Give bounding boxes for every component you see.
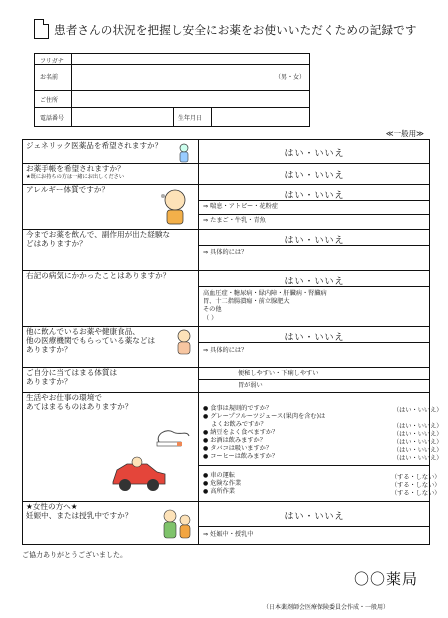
birthday-label: 生年月日 (178, 115, 203, 122)
disease-line-3: その他 (203, 306, 222, 313)
name-label: お名前 (40, 74, 59, 81)
lifestyle-answer-5[interactable]: （はい・いいえ） (393, 447, 443, 454)
doctor-icon (173, 142, 195, 164)
clipboard-icon (34, 19, 49, 39)
q-other-meds: 他に飲んでいるお薬や健康食品、 (26, 327, 140, 336)
work-item-2: ● 危険な作業 (203, 480, 242, 487)
q-side-effect: 今までお薬を飲んで、副作用が出た経験な (26, 230, 171, 239)
q-constitution-2: ありますか？ (26, 377, 72, 386)
allergy-item-1: ⇒ 喘息・アトピー・花粉症 (203, 203, 278, 210)
q-allergy: アレルギー体質ですか？ (26, 185, 110, 194)
sneezing-person-icon (155, 186, 195, 228)
section-label: ≪一般用≫ (385, 129, 424, 138)
ans-pregnancy[interactable]: はい・いいえ (284, 512, 345, 522)
ans-allergy[interactable]: はい・いいえ (284, 191, 345, 201)
lifestyle-item-6: ● コーヒーは飲みますか？ (203, 453, 279, 460)
furigana-label: フリガナ (40, 58, 64, 65)
work-answer-2[interactable]: （する・しない） (391, 482, 441, 489)
disease-line-4: （ ） (203, 315, 218, 322)
ans-other-meds[interactable]: はい・いいえ (284, 333, 345, 343)
q-notebook: お薬手帳を希望されますか？ (26, 164, 125, 173)
constitution-opt-2[interactable]: 胃が弱い (238, 382, 263, 389)
thanks-text: ご協力ありがとうございました。 (22, 551, 127, 559)
lifestyle-answer-1[interactable]: （はい・いいえ） (393, 407, 443, 414)
ans-generic[interactable]: はい・いいえ (284, 149, 345, 159)
disease-line-2: 胃、十二指腸潰瘍・前立腺肥大 (203, 298, 290, 305)
constitution-opt-1[interactable]: 便秘しやすい・下痢しやすい (238, 370, 319, 377)
questions-table (22, 139, 443, 545)
q-constitution: ご自分に当てはまる体質は (26, 368, 118, 377)
q-disease: 右記の病気にかかったことはありますか？ (26, 271, 171, 280)
disease-line-1: 高血圧症・糖尿病・緑内障・肝臓病・腎臓病 (203, 290, 327, 297)
lifestyle-item-2b: よくお飲みですか？ (211, 421, 267, 428)
ans-disease[interactable]: はい・いいえ (284, 277, 345, 287)
patient-info-table (34, 53, 310, 127)
form-title: 患者さんの状況を把握し安全にお薬をお使いいただくための記録です (54, 23, 417, 37)
lifestyle-item-2: ● グレープフルーツジュース(果肉を含む)は (203, 413, 326, 420)
pharmacy-name: 〇〇薬局 (354, 570, 419, 588)
credit-text: （日本薬剤師会医療保険委員会作成・一般用） (263, 604, 390, 611)
q-other-meds-3: ありますか？ (26, 345, 72, 354)
q-pregnancy: 妊娠中、または授乳中ですか？ (26, 511, 133, 520)
q-side-effect-2: どはありますか？ (26, 239, 87, 248)
mother-child-icon (159, 508, 195, 542)
work-answer-3[interactable]: （する・しない） (391, 490, 441, 497)
work-item-3: ● 高所作業 (203, 488, 235, 495)
pregnancy-detail: ⇒ 妊娠中・授乳中 (203, 531, 254, 538)
lifestyle-answer-6[interactable]: （はい・いいえ） (393, 455, 443, 462)
allergy-item-2: ⇒ たまご・牛乳・青魚 (203, 217, 266, 224)
lifestyle-item-1: ● 食事は規則的ですか？ (203, 405, 273, 412)
lifestyle-answer-3[interactable]: （はい・いいえ） (393, 431, 443, 438)
lifestyle-answer-4[interactable]: （はい・いいえ） (393, 439, 443, 446)
q-lifestyle-2: あてはまるものはありますか？ (26, 402, 133, 411)
cigarette-smoke-icon (153, 422, 193, 450)
q-lifestyle: 生活やお仕事の環境で (26, 393, 102, 402)
work-item-1: ● 車の運転 (203, 472, 235, 479)
lifestyle-item-3: ● 納豆をよく食べますか？ (203, 429, 279, 436)
gender-label: （男・女） (275, 74, 306, 81)
phone-label: 電話番号 (40, 115, 65, 122)
q-generic: ジェネリック医薬品を希望されますか？ (26, 141, 163, 150)
car-icon (107, 454, 169, 494)
work-answer-1[interactable]: （する・しない） (391, 474, 441, 481)
lifestyle-answer-2[interactable]: （はい・いいえ） (393, 423, 443, 430)
person-with-medicine-icon (171, 328, 197, 356)
address-label: ご住所 (40, 97, 59, 104)
q-women-header: ★女性の方へ★ (26, 502, 78, 511)
q-other-meds-2: 他の医療機関でもらっている薬などは (26, 336, 156, 345)
lifestyle-item-4: ● お酒は飲みますか？ (203, 437, 266, 444)
side-effect-detail: ⇒ 具体的には？ (203, 249, 248, 256)
q-notebook-note: ★既にお持ちの方は一緒にお出しください (26, 174, 125, 180)
ans-side-effect[interactable]: はい・いいえ (284, 236, 345, 246)
ans-notebook[interactable]: はい・いいえ (284, 171, 345, 181)
other-meds-detail: ⇒ 具体的には？ (203, 347, 248, 354)
lifestyle-item-5: ● タバコは吸いますか？ (203, 445, 273, 452)
